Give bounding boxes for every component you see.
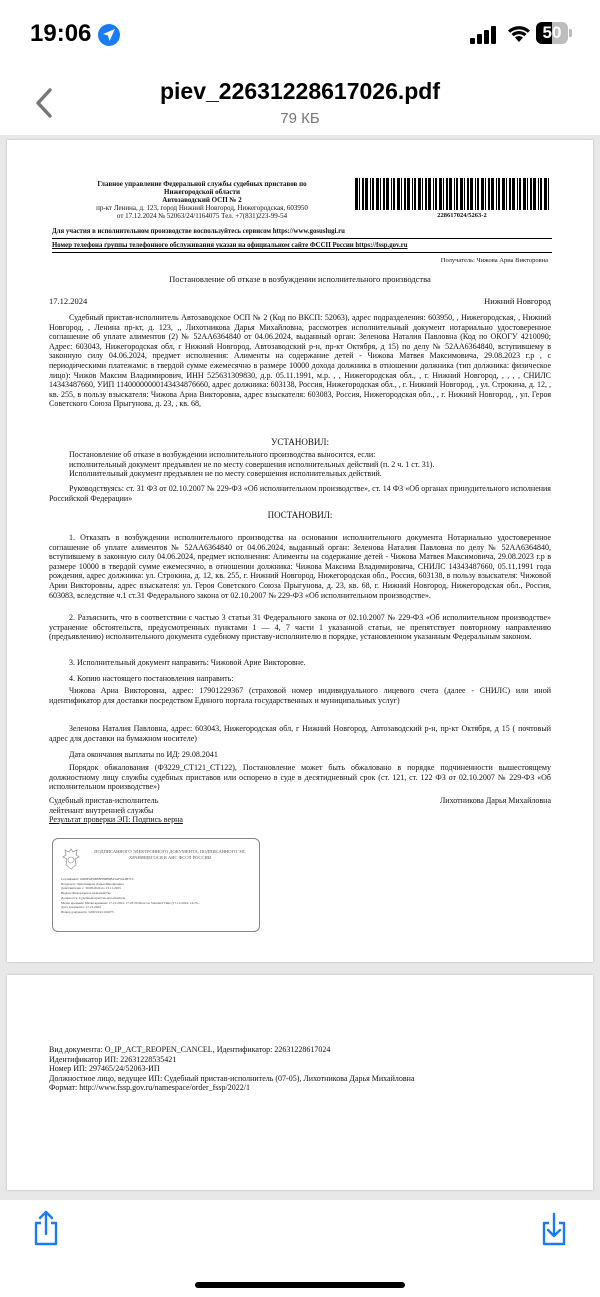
header-line: Нижегородской области [164,188,240,196]
header-line: от 17.12.2024 № 52063/24/1164075 Тел. +7(831)223-99-54 [116,212,288,220]
divider [52,238,552,239]
intro-paragraph: Судебный пристав-исполнитель Автозаводское ОСП № 2 (Код по ВКСП: 52063), адрес подразделения: 603950, , Нижегородская, , Нижний Новгород, , Ленина пр-кт, д. 123, ,, Лихотникова Дарья Михайловна, рассмотрев исполнительный документ нотариально удостоверенное соглашение об уплате алиментов (2) № 52АА6364840 от 04.06.2024, выданный орган: Зеленова Наталия Павловна (Код по ОКОГУ 4210090; Адрес: 603043, Нижегородская обл, г Нижний Новгород, Автозаводский р-н, пр-кт Октября, д 15) по делу № 52АА6364840, вступившему в законную силу 04.06.2024, предмет исполнения: Алименты на содержание детей - Чижова Матвея Максимовича, 29.08.2023 г.р , с периодическими платежами: в твердой сумме ежемесячно в размере 10000 дохода должника в отношении должника (тип должника: физическое лицо): Чижов Максим Владимирович, ИНН 525631309830, д.р. 05.11.1991, м.р. , , Нижегородская обл., , г. Нижний Новгород, , , , , СНИЛС 14343487660, УИП 11400000000143434876660, адрес должника: 603138, Россия, Нижегородская обл., , г. Нижний Новгород, , ул. Строкина, д. 12, , кв. 255, в пользу взыскателя: Чижова Ариа Викторовна, адрес взыскателя: 603083, Россия, Нижегородская обл., , г. Нижний Новгород, , ул. Героя Советского Союза Прыгунова, д. 23, , кв. 68, [49,313,551,409]
wifi-icon [506,23,532,43]
clause-2: 2. Разъяснить, что в соответствии с частью 3 статьи 31 Федерального закона от 02.10.2007 № 229-ФЗ «Об исполнительном производстве» устранение обстоятельств, предусмотренных пунктами 1 — 4, 7 части 1 указанной статьи, не препятствует повторному направлению (предъявлению) исполнительного документа судебному приставу-исполнителю в порядке, установленном указанным Федеральным законом. [49,613,551,642]
share-icon[interactable] [30,1208,62,1248]
clause-4b: Зеленова Наталия Павловна, адрес: 603043, Нижегородская обл, г Нижний Новгород, Автозаводский р-н, пр-кт Октября, д 15 ( почтовый адрес для доставки на бумажном носителе) [49,724,551,743]
ustanovil-text [49,450,551,479]
stamp-details [61,877,256,915]
location-icon [98,24,120,46]
ustanovil-line: Постановление об отказе в возбуждении исполнительного производства выносится, если: [69,450,376,459]
ustanovil-line: Исполнительный документ предъявлен не по месту совершения исполнительных действий. [69,469,382,479]
battery-level: 50 [542,23,562,42]
ustanovil-heading: УСТАНОВИЛ: [270,437,330,447]
postanovil-heading: ПОСТАНОВИЛ: [267,510,333,520]
signal-icon [470,26,498,44]
recipient: Получатель: Чижова Ариа Викторовна [440,257,548,264]
stamp-line: Номер документа: 52063/24/1164075 [61,909,114,914]
signer-rank: лейтенант внутренней службы [49,805,154,815]
status-time: 19:06 [30,20,92,47]
meta-line: Номер ИП: 297465/24/52063-ИП [49,1064,160,1074]
file-size: 79 КБ [280,110,320,127]
pdf-page-1 [7,140,593,962]
pdf-page-2 [7,975,593,1190]
stamp-title: ПОДПИСАННОГО ЭЛЕКТРОННОГО ДОКУМЕНТА, ПОДПИСАННОГО ЭП, ХРАНЯЩЕГОСЯ В АИС ФССП РОССИИ [94,849,246,860]
phone-line: Номер телефона группы телефонного обслуживания указан на официальном сайте ФССП России https://fssp.gov.ru [52,242,408,249]
stamp-line: Сертификат: 0499FAE96E8EB9B9B45AF9A4B7CC [61,877,135,881]
meta-line: Вид документа: O_IP_ACT_REOPEN_CANCEL, Идентификатор: 22631228617024 [49,1045,331,1054]
payment-end-date: Дата окончания выплаты по ИД: 29.08.2041 [69,750,218,759]
meta-line: Формат: http://www.fssp.gov.ru/namespace/order_fssp/2022/1 [49,1083,250,1093]
signer-role: Судебный пристав-исполнитель [49,796,159,805]
divider [52,252,552,253]
clause-4: 4. Копию настоящего постановления направить: [69,674,234,683]
signature-stamp [52,838,260,932]
document-title: Постановление об отказе в возбуждении исполнительного производства [169,274,431,284]
stamp-line: Владелец: Лихотникова Дарья Михайловна [61,881,124,886]
stamp-line: Выдан: Федеральное казначейство [61,891,112,896]
rukovod-paragraph: Руководствуясь: ст. 31 ФЗ от 02.10.2007 № 229-ФЗ «Об исполнительном производстве», ст. 14 ФЗ «Об органах принудительного исполнения Российской Федерации» [49,484,551,503]
signer-block [49,796,183,825]
home-indicator [195,1282,405,1288]
stamp-line: Действителен с: 30.08.2024 по 23.11.2025 [61,886,121,891]
gosuslugi-line: Для участия в исполнительном производстве воспользуйтесь сервисом https://www.gosuslugi.ru [52,228,345,235]
document-header [52,180,352,220]
header-line: пр-кт Ленина, д. 123, город Нижний Новгород, Нижегородская, 603950 [96,204,308,212]
stamp-line: Метка времени: Метка времени: 17.12.2024, 17:23:30 Moscow Standard Time (17.12.2024, 14:23... [61,900,201,905]
clause-1: 1. Отказать в возбуждении исполнительного производства на основании исполнительного документа Нотариально удостоверенное соглашение об уплате алиментов № 52АА6364840 от 04.06.2024, выданный орган: Зеленова Наталия Павловна по делу № 52АА6364840, вступившему в законную силу 04.06.2024, предмет исполнения: Алименты на содержание детей - Чижова Матвея Максимовича, 29.08.2023 г.р в размере 10000 в твердой сумме ежемесячно, в отношении должника: Чижова Максима Владимировича, СНИЛС 14343487660, 05.11.1991 года рождения, адрес должника: ул. Строкина, д. 12, кв. 255, г. Нижний Новгород, Нижегородская обл., Россия, 603138, в пользу взыскателя: Чижовой Арии Викторовны, адрес взыскателя: ул. Героя Советского Союза Прыгунова, д. 23, кв. 68, г. Нижний Новгород, Нижегородская обл., Россия, 603083, вследствие ч.1 ст.31 Федерального закона от 02.10.2007 № 229-ФЗ «Об исполнительном производстве». [49,533,551,600]
meta-line: Должностное лицо, ведущее ИП: Судебный пристав-исполнитель (07-05), Лихотникова Дарья Михайловна [49,1073,415,1083]
header-line: Автозаводский ОСП № 2 [162,196,242,204]
status-bar [0,0,600,70]
document-city: Нижний Новгород [484,296,551,306]
battery-tip [569,29,572,37]
emblem-icon [61,847,81,871]
nav-bar [0,70,600,135]
document-metadata [49,1045,415,1093]
stamp-line: Дата документа: 17.12.2024 [61,905,101,910]
barcode-icon [355,178,553,210]
signature-result: Результат проверки ЭП: Подпись верна [49,815,183,825]
ustanovil-line: исполнительный документ предъявлен не по месту совершения исполнительных действий (п. 2 ч. 1 ст. 31). [69,459,435,469]
clause-4a: Чижова Ариа Викторовна, адрес: 17901229367 (страховой номер индивидуального лицевого счета (далее - СНИЛС) или иной идентификатор для доставки посредством Единого портала государственных и муниципальных услуг) [49,686,551,705]
signer-name: Лихотникова Дарья Михайловна [439,796,551,805]
clause-3: 3. Исполнительный документ направить: Чижовой Арие Викторовне. [69,658,306,667]
appeal-procedure: Порядок обжалования (Ф3229_СТ121_СТ122), Постановление может быть обжаловано в порядке подчиненности вышестоящему должностному лицу службы судебных приставов или оспорено в суде в десятидневный срок (ст. 121, ст. 122 ФЗ от 02.10.2007 № 229-ФЗ «Об исполнительном производстве») [49,763,551,792]
barcode-number: 228617024/5263-2 [437,212,487,219]
battery-icon [536,22,568,44]
meta-line: Идентификатор ИП: 22631228535421 [49,1054,177,1064]
download-icon[interactable] [538,1208,570,1248]
bottom-toolbar [0,1200,600,1297]
pdf-viewer[interactable] [0,135,600,1200]
stamp-line: Должность: Судебный пристав-исполнитель [61,895,126,900]
file-title: piev_22631228617026.pdf [159,78,441,104]
document-date: 17.12.2024 [49,296,88,306]
header-line: Главное управление Федеральной службы судебных приставов по [97,180,307,188]
